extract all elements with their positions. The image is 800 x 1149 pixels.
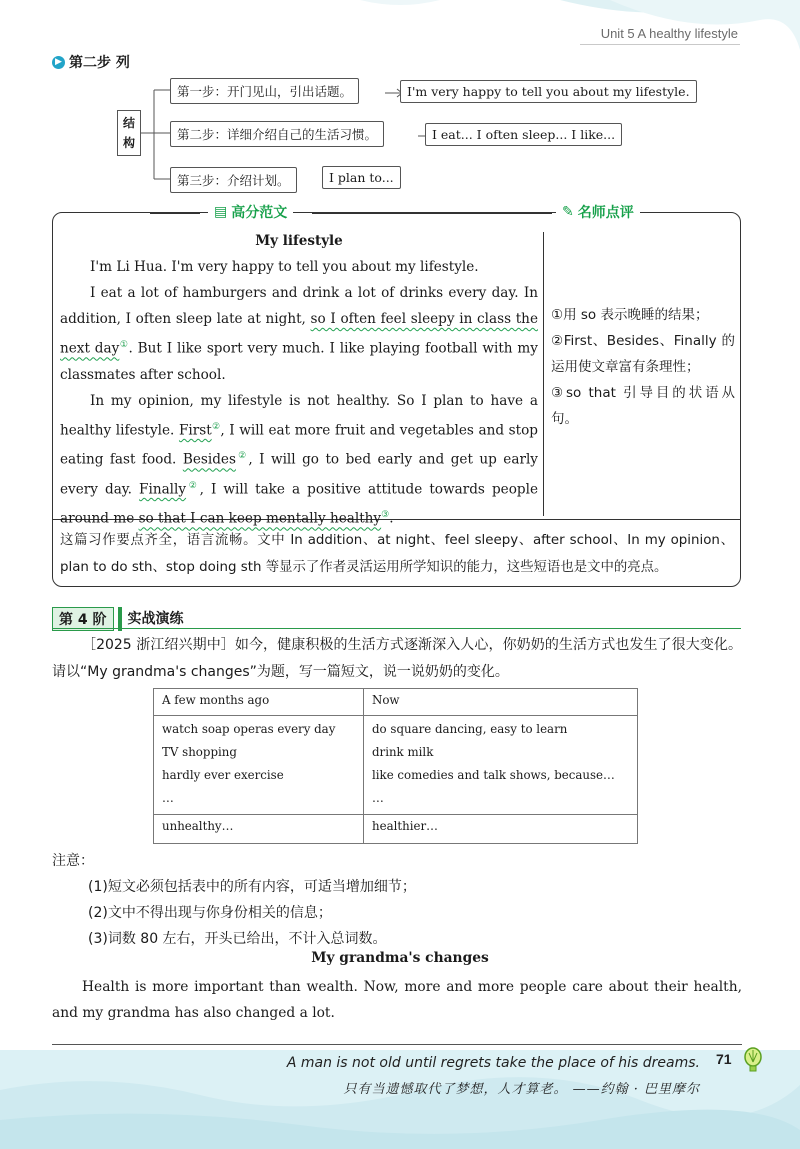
tab-model-essay xyxy=(208,202,293,222)
essay-text-run: I eat a lot of hamburgers and drink a lot of drinks every day. In addition, I often sleep late at night, xyxy=(60,285,538,327)
step-heading xyxy=(52,52,130,72)
tab-model-essay-label: 高分范文 xyxy=(231,205,288,221)
table-header-row xyxy=(154,689,638,716)
essay-paragraph-3 xyxy=(60,388,538,532)
step-box-1: 第一步：开门见山，引出话题。 xyxy=(170,78,359,104)
notes xyxy=(52,848,742,952)
running-head: Unit 5 A healthy lifestyle xyxy=(600,26,738,41)
table-item: like comedies and talk shows, because… xyxy=(372,768,615,782)
table-cell: healthier… xyxy=(364,815,638,844)
table-cell: unhealthy… xyxy=(154,815,364,844)
note-item: (1)短文必须包括表中的所有内容，可适当增加细节； xyxy=(88,879,416,895)
marker-3: ③ xyxy=(381,510,390,521)
tab-dash-mid xyxy=(312,212,552,214)
task-prompt: ［2025 浙江绍兴期中］如今，健康积极的生活方式逐渐深入人心，你奶奶的生活方式也发生了很大变化。请以“My grandma's changes”为题，写一篇短文，说一说奶奶的变化。 xyxy=(52,637,742,680)
essay-text-run: . But I like sport very much. I like playing football with my classmates after school. xyxy=(60,340,538,383)
essay-summary: 这篇习作要点齐全，语言流畅。文中 In addition、at night、feel sleepy、after school、In my opinion、plan to do sth、stop doing sth 等显示了作者灵活运用所学知识的能力，这些短语也是文中的亮点。 xyxy=(60,533,734,575)
essay-text-run: . xyxy=(389,510,394,527)
stage-rule xyxy=(52,628,741,629)
highlight-2b: Besides xyxy=(182,451,236,468)
tab-teacher-comment xyxy=(556,202,640,222)
example-box-3: I plan to... xyxy=(322,166,401,189)
comment-1: ①用 so 表示晚睡的结果； xyxy=(551,307,709,323)
step-heading-text: 第二步 列 xyxy=(69,55,130,71)
essay-text-run: , I will go to bed early and get up early every day. xyxy=(60,451,538,498)
comment-2: ②First、Besides、Finally 的运用使文章富有条理性； xyxy=(551,333,735,375)
table-cell xyxy=(154,716,364,815)
table-row xyxy=(154,716,638,815)
essay-paragraph-1: I'm Li Hua. I'm very happy to tell you about my lifestyle. xyxy=(90,259,479,275)
essay-column-divider xyxy=(543,232,544,516)
highlight-3: so that I can keep mentally healthy xyxy=(138,510,382,527)
essay-title: My lifestyle xyxy=(255,233,343,249)
teacher-comments xyxy=(551,302,735,432)
grandma-table xyxy=(153,688,638,844)
table-item: … xyxy=(162,791,174,805)
notes-title: 注意： xyxy=(52,853,94,869)
table-item: do square dancing, easy to learn xyxy=(372,722,568,736)
document-icon: ▤ xyxy=(214,204,228,220)
running-head-rule xyxy=(580,44,740,45)
example-box-2: I eat... I often sleep... I like... xyxy=(425,123,622,146)
comment-3: ③so that 引导目的状语从句。 xyxy=(551,385,735,427)
marker-2: ② xyxy=(186,480,200,491)
tab-teacher-comment-label: 名师点评 xyxy=(577,205,634,221)
essay-text-run: In my opinion, my lifestyle is not healthy. So I plan to have a healthy lifestyle. xyxy=(60,392,538,439)
highlight-2a: First xyxy=(178,422,212,439)
table-header: Now xyxy=(364,689,638,716)
step-box-3: 第三步：介绍计划。 xyxy=(170,167,297,193)
note-item: (2)文中不得出现与你身份相关的信息； xyxy=(88,905,332,921)
step-box-2: 第二步：详细介绍自己的生活习惯。 xyxy=(170,121,384,147)
essay-paragraph-2 xyxy=(60,280,538,388)
stage-title: 实战演练 xyxy=(127,611,184,627)
writing-opening: Health is more important than wealth. Now, more and more people care about their health, and my grandma has also changed a lot. xyxy=(52,979,742,1021)
pen-icon: ✎ xyxy=(562,204,574,220)
marker-1: ① xyxy=(119,340,129,350)
marker-2: ② xyxy=(211,421,221,432)
table-item: TV shopping xyxy=(162,745,237,759)
structure-connectors xyxy=(140,80,170,190)
highlight-2c: Finally xyxy=(139,481,187,498)
table-header: A few months ago xyxy=(154,689,364,716)
writing-title: My grandma's changes xyxy=(311,950,489,966)
marker-2: ② xyxy=(235,451,249,462)
footer-quote-en: A man is not old until regrets take the place of his dreams. xyxy=(286,1055,700,1071)
note-item: (3)词数 80 左右，开头已给出，不计入总词数。 xyxy=(88,931,387,947)
table-row xyxy=(154,815,638,844)
stage-number: 第 4 阶 xyxy=(52,607,114,631)
table-item: … xyxy=(372,791,384,805)
table-item: hardly ever exercise xyxy=(162,768,284,782)
play-icon: ▶ xyxy=(52,56,65,69)
tab-dash-left xyxy=(150,212,200,214)
table-cell xyxy=(364,716,638,815)
table-item: watch soap operas every day xyxy=(162,722,336,736)
essay-text-run: , I will eat more fruit and vegetables and stop eating fast food. xyxy=(60,422,538,468)
page-number: 71 xyxy=(716,1051,732,1067)
table-item: drink milk xyxy=(372,745,434,759)
model-essay-text xyxy=(60,228,538,532)
lightbulb-icon xyxy=(742,1046,764,1076)
footer-quote-zh: 只有当遗憾取代了梦想，人才算老。 ——约翰 · 巴里摩尔 xyxy=(343,1082,700,1097)
example-box-1: I'm very happy to tell you about my lifestyle. xyxy=(400,80,697,103)
highlight-1: so I often feel sleepy in class the next day xyxy=(60,311,538,357)
answer-line xyxy=(52,1044,742,1045)
structure-label: 结构 xyxy=(117,110,141,156)
essay-text-run: , I will take a positive attitude towards people around me xyxy=(60,481,538,527)
